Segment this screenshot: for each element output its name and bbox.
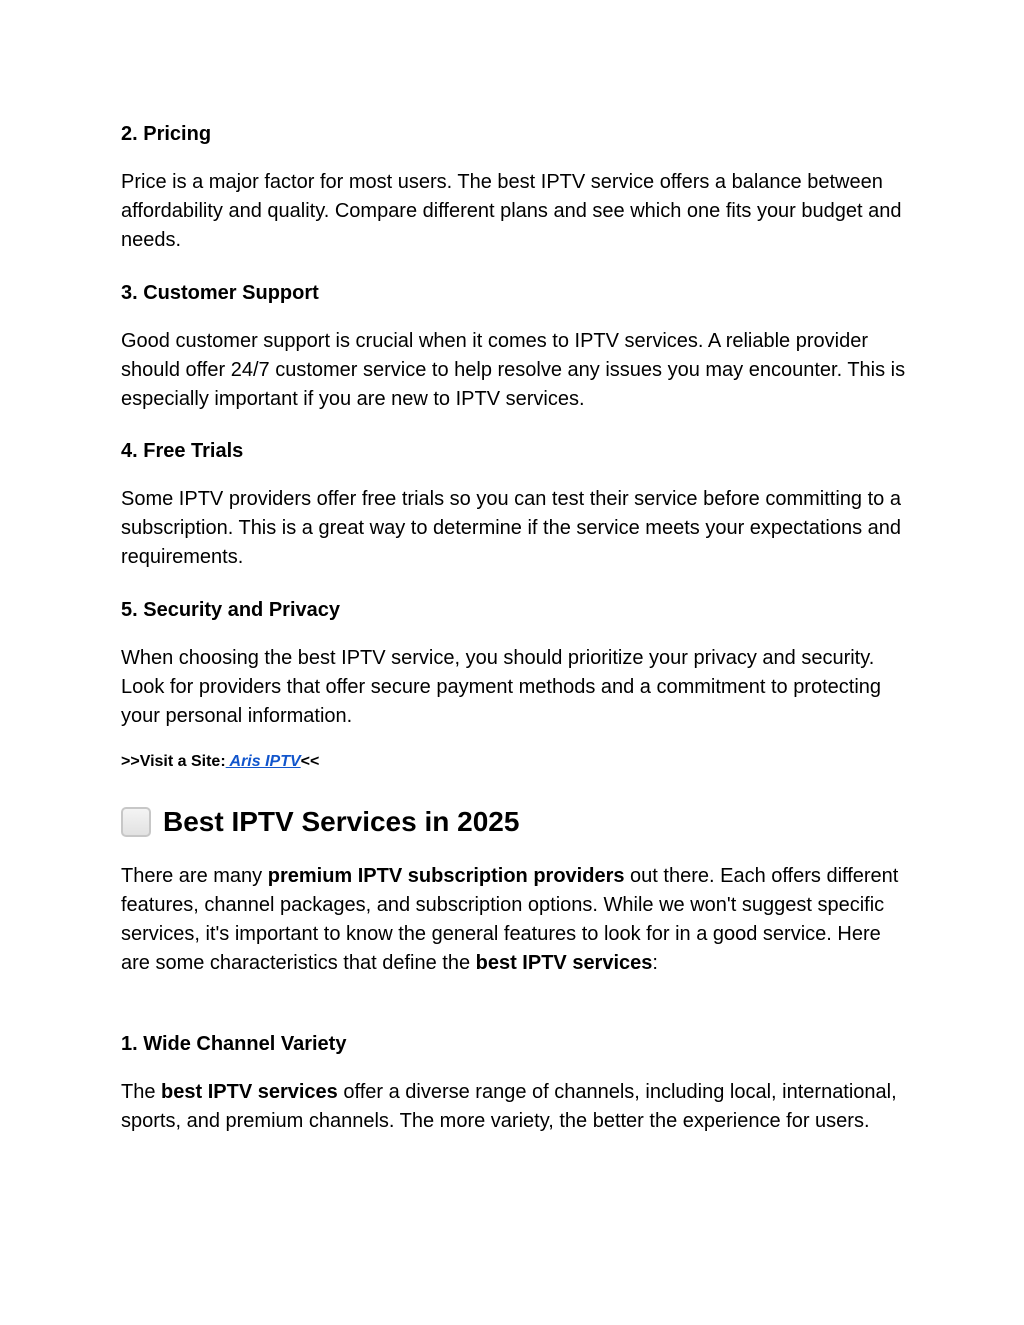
- best-services-heading: [121, 804, 911, 840]
- channel-variety-paragraph: [121, 1078, 911, 1136]
- white-square-button-icon: [121, 807, 151, 837]
- free-trials-paragraph: Some IPTV providers offer free trials so you can test their service before committing to a subscription. This is a great way to determine if the service meets your expectations and requirements.: [121, 488, 902, 568]
- pricing-heading: 2. Pricing: [121, 123, 212, 145]
- intro-text-3: :: [652, 952, 658, 974]
- customer-support-paragraph: Good customer support is crucial when it comes to IPTV services. A reliable provider should offer 24/7 customer service to help resolve any issues you may encounter. This is especially important if you are new to IPTV services.: [121, 330, 906, 410]
- customer-support-heading: 3. Customer Support: [121, 282, 319, 304]
- visit-suffix: <<: [300, 753, 320, 770]
- aris-iptv-link[interactable]: Aris IPTV: [225, 753, 301, 770]
- channel-variety-heading: 1. Wide Channel Variety: [121, 1033, 347, 1055]
- visit-prefix: >>Visit a Site:: [121, 753, 226, 770]
- free-trials-heading: 4. Free Trials: [121, 440, 244, 462]
- variety-bold: best IPTV services: [161, 1081, 338, 1103]
- security-privacy-paragraph: When choosing the best IPTV service, you should prioritize your privacy and security. Look for providers that offer secure payment methods and a commitment to protecting your personal information.: [121, 647, 882, 727]
- intro-text-2: out there. Each offers different features, channel packages, and subscription options. While we won't suggest specific services, it's important to know the general features to look for in a good service. Here are some characteristics that define the: [121, 865, 899, 974]
- variety-text-1: The: [121, 1081, 162, 1103]
- best-services-heading-text: Best IPTV Services in 2025: [163, 806, 520, 837]
- visit-site-line: [121, 752, 911, 772]
- pricing-paragraph: Price is a major factor for most users. The best IPTV service offers a balance between affordability and quality. Compare different plans and see which one fits your budget and needs.: [121, 171, 902, 251]
- intro-text-1: There are many: [121, 865, 268, 887]
- intro-bold-1: premium IPTV subscription providers: [267, 865, 625, 887]
- intro-bold-2: best IPTV services: [475, 952, 653, 974]
- security-privacy-heading: 5. Security and Privacy: [121, 599, 341, 621]
- best-services-intro: [121, 862, 911, 978]
- variety-text-2: offer a diverse range of channels, including local, international, sports, and premium channels. The more variety, the better the experience for users.: [121, 1081, 897, 1132]
